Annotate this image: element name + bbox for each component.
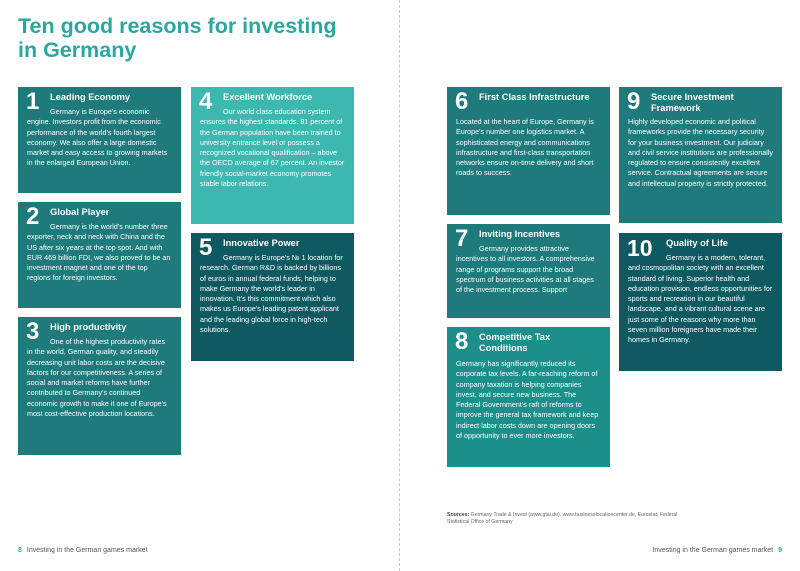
- reason-box-4: [191, 87, 354, 224]
- reason-body: Germany is a modern, tolerant, and cosmopolitan society with an excellent standard of living. Superior health and education provision, endless opportunities for sports and recreation in our beautiful landscape, and a vibrant cultural scene are just some of the reasons why more than seven million foreigners have made their homes in Germany.: [628, 253, 773, 345]
- reason-box-9: [619, 87, 782, 223]
- reason-heading: Excellent Workforce: [223, 92, 313, 102]
- reason-heading: Leading Economy: [50, 92, 131, 102]
- reason-box-6: [447, 87, 610, 215]
- reason-body: Germany is Europe's economic engine. Investors profit from the economic performance of the world's fourth largest economy. We also offer a large domestic market and easy access to growing markets in the enlarged European Union.: [27, 107, 168, 168]
- footer-right: [652, 547, 782, 554]
- reason-number: 7: [455, 225, 469, 252]
- reason-heading: First Class Infrastructure: [479, 92, 590, 102]
- reason-heading: Inviting Incentives: [479, 229, 561, 239]
- reason-number: 5: [199, 234, 213, 261]
- reason-body: Our world class education system ensures the highest standards. 81 percent of the German population have been trained to university entrance level or possess a recognized vocational qualification – above the OECD average of 67 percent. An investor friendly social-market economy promotes stable labor relations.: [200, 107, 345, 189]
- reason-body: Germany provides attractive incentives to all investors. A comprehensive range of programs support the broad spectrum of business activities at all stages of the investment process. Support: [456, 244, 595, 295]
- reason-heading: Quality of Life: [666, 238, 728, 248]
- reason-body: Germany is Europe's № 1 location for research. German R&D is backed by billions of euros in annual federal funds, helping to make Germany the world's leader in innovation. It's this commitment which also makes us Europe's leading patent applicant and the leading global force in high-tech solutions.: [200, 253, 343, 335]
- reason-number: 3: [26, 318, 40, 345]
- reason-heading: Secure Investment Framework: [651, 92, 734, 113]
- page-spine-divider: [399, 0, 400, 571]
- reason-box-8: [447, 327, 610, 467]
- footer-left-text: Investing in the German games market: [26, 547, 148, 554]
- reason-box-1: [18, 87, 181, 193]
- reason-body: Germany has significantly reduced its corporate tax levels. A far-reaching reform of company taxation is helping companies invest, and secure new business. The Federal Government's raft of reforms to improve the general tax framework and keep indirect labor costs down are opening doors of opportunity to ever more investors.: [456, 359, 599, 441]
- reason-box-10: [619, 233, 782, 371]
- reason-box-7: [447, 224, 610, 318]
- page-title: Ten good reasons for investing in Germany: [18, 14, 337, 62]
- page-number-left: 8: [18, 547, 22, 554]
- reason-number: 6: [455, 88, 469, 115]
- page-number-right: 9: [778, 547, 782, 554]
- reason-body: Located at the heart of Europe, Germany is Europe's number one logistics market. A sophisticated energy and communications infrastructure and first-class transportation networks ensure on-time delivery and short roads to success.: [456, 117, 594, 178]
- reason-number: 10: [627, 235, 653, 261]
- reason-body: Highly developed economic and political frameworks provide the necessary security for your business investment. Our judiciary and civil service institutions are professionally regulated to ensure consistently excellent service. Contractual agreements are secure and intellectual property is strictly protected.: [628, 117, 774, 188]
- reason-box-2: [18, 202, 181, 308]
- reason-box-3: [18, 317, 181, 455]
- reason-number: 8: [455, 328, 469, 355]
- reason-box-5: [191, 233, 354, 361]
- reason-number: 9: [627, 88, 641, 115]
- reason-number: 4: [199, 88, 213, 115]
- footer-left: [18, 547, 148, 554]
- sources-text: Germany Trade & Invest (www.gtai.de), www.businesslocationcenter.de, Eurostat, Federal Statistical Office of Germany: [447, 512, 678, 525]
- reason-heading: Global Player: [50, 207, 110, 217]
- reason-heading: Innovative Power: [223, 238, 300, 248]
- reason-heading: Competitive Tax Conditions: [479, 332, 551, 353]
- reason-heading: High productivity: [50, 322, 127, 332]
- sources-note: [447, 512, 687, 525]
- sources-label: Sources:: [447, 512, 470, 518]
- reason-body: One of the highest productivity rates in the world, German quality, and steadily decreasing unit labor costs are the decisive factors for our competitiveness. A series of social and market reforms have further contributed to Germany's continued economic growth to make it one of Europe's most cost-effective production locations.: [27, 337, 167, 419]
- reason-number: 1: [26, 88, 40, 115]
- footer-right-text: Investing in the German games market: [652, 547, 774, 554]
- reason-number: 2: [26, 203, 40, 230]
- reason-body: Germany is the world's number three exporter, neck and neck with China and the US after six years at the top spot. And with EUR 469 billion FDI, we also proved to be an investment magnet and one of the top regions for foreign investors.: [27, 222, 171, 283]
